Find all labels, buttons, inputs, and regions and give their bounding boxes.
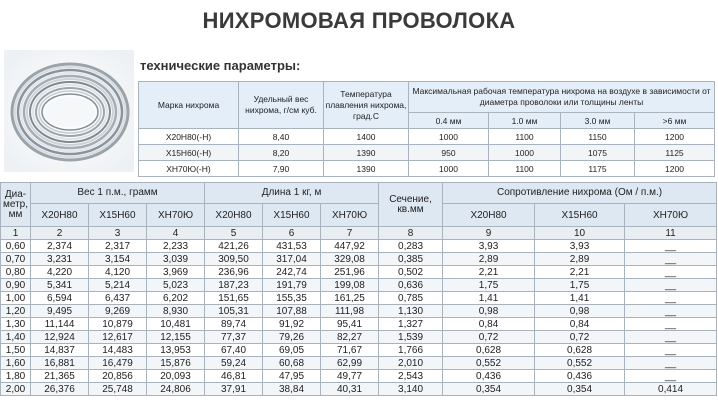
value-cell: 2,233	[147, 240, 205, 253]
col-weight-header: Удельный вес нихрома, г/см куб.	[239, 82, 324, 129]
value-cell: 191,79	[263, 279, 321, 292]
value-cell: 26,376	[31, 383, 89, 396]
value-cell: 1,766	[379, 344, 443, 357]
weight-cell: 8,20	[239, 145, 324, 161]
diameter-cell: 0,90	[1, 279, 31, 292]
temp-cell: 1125	[635, 145, 715, 161]
value-cell: __	[625, 357, 717, 370]
value-cell: 16,479	[89, 357, 147, 370]
value-cell: 9,495	[31, 305, 89, 318]
value-cell: 6,202	[147, 292, 205, 305]
value-cell: 3,154	[89, 253, 147, 266]
diameter-cell: 1,00	[1, 292, 31, 305]
value-cell: 21,365	[31, 370, 89, 383]
table-row	[1, 253, 717, 266]
table-row	[1, 279, 717, 292]
tech-row	[139, 129, 715, 145]
column-number-cell: 10	[535, 227, 625, 240]
value-cell: 431,53	[263, 240, 321, 253]
value-cell: 4,120	[89, 266, 147, 279]
col-max-temp-header: Максимальная рабочая температура нихрома на воздухе в зависимости от диаметра проволоки или толщины ленты	[409, 82, 715, 113]
section-header: Сечение, кв.мм	[379, 183, 443, 227]
table-row	[1, 383, 717, 396]
value-cell: __	[625, 318, 717, 331]
diameter-cell: 0,60	[1, 240, 31, 253]
diameter-cell: 0,80	[1, 266, 31, 279]
value-cell: 2,543	[379, 370, 443, 383]
table-row	[1, 318, 717, 331]
alloy-header: Х15Н60	[535, 204, 625, 227]
table-row	[1, 370, 717, 383]
table-row	[1, 331, 717, 344]
value-cell: 10,481	[147, 318, 205, 331]
value-cell: __	[625, 344, 717, 357]
value-cell: 0,84	[535, 318, 625, 331]
column-number-cell: 5	[205, 227, 263, 240]
brand-cell: Х20Н80(-Н)	[139, 129, 239, 145]
value-cell: 5,214	[89, 279, 147, 292]
temp-cell: 1075	[561, 145, 635, 161]
value-cell: 62,99	[321, 357, 379, 370]
brand-cell: ХН70Ю(-Н)	[139, 161, 239, 177]
temp-cell: 1100	[489, 129, 561, 145]
value-cell: __	[625, 292, 717, 305]
value-cell: 59,24	[205, 357, 263, 370]
alloy-header: Х20Н80	[205, 204, 263, 227]
value-cell: 329,08	[321, 253, 379, 266]
value-cell: 14,837	[31, 344, 89, 357]
value-cell: 12,617	[89, 331, 147, 344]
value-cell: 9,269	[89, 305, 147, 318]
value-cell: 3,93	[535, 240, 625, 253]
column-number-cell: 3	[89, 227, 147, 240]
value-cell: 11,144	[31, 318, 89, 331]
column-number-cell: 4	[147, 227, 205, 240]
value-cell: 0,354	[535, 383, 625, 396]
value-cell: 0,552	[443, 357, 535, 370]
alloy-header: Х15Н60	[89, 204, 147, 227]
size-header: 3.0 мм	[561, 113, 635, 129]
value-cell: 20,093	[147, 370, 205, 383]
value-cell: 6,437	[89, 292, 147, 305]
tech-row	[139, 145, 715, 161]
value-cell: 0,84	[443, 318, 535, 331]
value-cell: 0,628	[535, 344, 625, 357]
alloy-header: Х20Н80	[31, 204, 89, 227]
value-cell: 0,636	[379, 279, 443, 292]
value-cell: 251,96	[321, 266, 379, 279]
value-cell: 1,75	[443, 279, 535, 292]
value-cell: 2,374	[31, 240, 89, 253]
diameter-cell: 1,60	[1, 357, 31, 370]
value-cell: 0,72	[535, 331, 625, 344]
value-cell: 0,385	[379, 253, 443, 266]
value-cell: 16,881	[31, 357, 89, 370]
column-number-cell: 1	[1, 227, 31, 240]
table-row	[1, 357, 717, 370]
value-cell: 67,40	[205, 344, 263, 357]
value-cell: 2,89	[443, 253, 535, 266]
value-cell: 107,88	[263, 305, 321, 318]
table-row	[1, 344, 717, 357]
value-cell: 0,436	[535, 370, 625, 383]
alloy-header: Х15Н60	[263, 204, 321, 227]
value-cell: 6,594	[31, 292, 89, 305]
value-cell: __	[625, 240, 717, 253]
melt-cell: 1390	[324, 161, 409, 177]
temp-cell: 1000	[409, 161, 489, 177]
value-cell: 151,65	[205, 292, 263, 305]
value-cell: 3,969	[147, 266, 205, 279]
value-cell: 77,37	[205, 331, 263, 344]
value-cell: 1,41	[535, 292, 625, 305]
diameter-cell: 0,70	[1, 253, 31, 266]
value-cell: 1,75	[535, 279, 625, 292]
value-cell: 37,91	[205, 383, 263, 396]
value-cell: 12,924	[31, 331, 89, 344]
value-cell: 1,539	[379, 331, 443, 344]
value-cell: 1,130	[379, 305, 443, 318]
value-cell: 3,231	[31, 253, 89, 266]
col-melting-header: Температура плавления нихрома, град.С	[324, 82, 409, 129]
value-cell: 0,502	[379, 266, 443, 279]
weight-group-header: Вес 1 п.м., грамм	[31, 183, 205, 204]
value-cell: 199,08	[321, 279, 379, 292]
value-cell: 89,74	[205, 318, 263, 331]
table-row	[1, 292, 717, 305]
value-cell: 0,436	[443, 370, 535, 383]
value-cell: 60,68	[263, 357, 321, 370]
value-cell: 15,876	[147, 357, 205, 370]
value-cell: __	[625, 279, 717, 292]
value-cell: __	[625, 253, 717, 266]
value-cell: 236,96	[205, 266, 263, 279]
value-cell: 8,930	[147, 305, 205, 318]
diameter-cell: 1,30	[1, 318, 31, 331]
nichrome-wire-coil-image	[4, 50, 134, 172]
value-cell: 0,552	[535, 357, 625, 370]
value-cell: 49,77	[321, 370, 379, 383]
weight-cell: 7,90	[239, 161, 324, 177]
tech-params-heading: технические параметры:	[140, 58, 301, 73]
diameter-cell: 1,40	[1, 331, 31, 344]
value-cell: 13,953	[147, 344, 205, 357]
tech-row	[139, 161, 715, 177]
diameter-header: Диа-метр, мм	[1, 183, 31, 227]
column-number-cell: 9	[443, 227, 535, 240]
value-cell: 161,25	[321, 292, 379, 305]
alloy-header: ХН70Ю	[147, 204, 205, 227]
temp-cell: 1175	[561, 161, 635, 177]
value-cell: 20,856	[89, 370, 147, 383]
value-cell: 10,879	[89, 318, 147, 331]
value-cell: 187,23	[205, 279, 263, 292]
diameter-cell: 1,50	[1, 344, 31, 357]
value-cell: 309,50	[205, 253, 263, 266]
resistance-group-header: Сопротивление нихрома (Ом / п.м.)	[443, 183, 717, 204]
value-cell: __	[625, 331, 717, 344]
value-cell: 69,05	[263, 344, 321, 357]
value-cell: 105,31	[205, 305, 263, 318]
value-cell: 82,27	[321, 331, 379, 344]
value-cell: 46,81	[205, 370, 263, 383]
value-cell: 40,31	[321, 383, 379, 396]
alloy-header: Х20Н80	[443, 204, 535, 227]
wire-specs-table	[0, 182, 717, 396]
value-cell: 0,414	[625, 383, 717, 396]
column-number-cell: 2	[31, 227, 89, 240]
value-cell: __	[625, 370, 717, 383]
value-cell: 421,26	[205, 240, 263, 253]
length-group-header: Длина 1 кг, м	[205, 183, 379, 204]
value-cell: 2,317	[89, 240, 147, 253]
value-cell: 447,92	[321, 240, 379, 253]
temp-cell: 1000	[489, 145, 561, 161]
value-cell: 0,628	[443, 344, 535, 357]
melt-cell: 1400	[324, 129, 409, 145]
weight-cell: 8,40	[239, 129, 324, 145]
page-title: НИХРОМОВАЯ ПРОВОЛОКА	[202, 8, 516, 33]
value-cell: __	[625, 305, 717, 318]
alloy-header: ХН70Ю	[321, 204, 379, 227]
value-cell: 0,98	[535, 305, 625, 318]
table-row	[1, 240, 717, 253]
column-number-cell: 11	[625, 227, 717, 240]
value-cell: 1,41	[443, 292, 535, 305]
value-cell: 3,039	[147, 253, 205, 266]
table-row	[1, 305, 717, 318]
col-brand-header: Марка нихрома	[139, 82, 239, 129]
temp-cell: 1200	[635, 161, 715, 177]
value-cell: 0,98	[443, 305, 535, 318]
value-cell: 25,748	[89, 383, 147, 396]
value-cell: 79,26	[263, 331, 321, 344]
value-cell: 14,483	[89, 344, 147, 357]
column-number-row	[1, 227, 717, 240]
column-number-cell: 8	[379, 227, 443, 240]
size-header: >6 мм	[635, 113, 715, 129]
melt-cell: 1390	[324, 145, 409, 161]
value-cell: 3,140	[379, 383, 443, 396]
value-cell: 2,21	[443, 266, 535, 279]
value-cell: 5,023	[147, 279, 205, 292]
temp-cell: 1150	[561, 129, 635, 145]
value-cell: 95,41	[321, 318, 379, 331]
table-row	[1, 266, 717, 279]
alloy-header: ХН70Ю	[625, 204, 717, 227]
size-header: 0.4 мм	[409, 113, 489, 129]
value-cell: 47,95	[263, 370, 321, 383]
value-cell: 4,220	[31, 266, 89, 279]
value-cell: 24,806	[147, 383, 205, 396]
size-header: 1.0 мм	[489, 113, 561, 129]
value-cell: 91,92	[263, 318, 321, 331]
value-cell: 3,93	[443, 240, 535, 253]
temp-cell: 1000	[409, 129, 489, 145]
brand-cell: Х15Н60(-Н)	[139, 145, 239, 161]
value-cell: 0,354	[443, 383, 535, 396]
value-cell: 2,21	[535, 266, 625, 279]
value-cell: 2,010	[379, 357, 443, 370]
column-number-cell: 6	[263, 227, 321, 240]
value-cell: 12,155	[147, 331, 205, 344]
temp-cell: 1100	[489, 161, 561, 177]
value-cell: 242,74	[263, 266, 321, 279]
value-cell: 155,35	[263, 292, 321, 305]
temp-cell: 950	[409, 145, 489, 161]
tech-params-table	[138, 81, 715, 177]
value-cell: 111,98	[321, 305, 379, 318]
value-cell: 0,283	[379, 240, 443, 253]
value-cell: __	[625, 266, 717, 279]
value-cell: 38,84	[263, 383, 321, 396]
diameter-cell: 1,80	[1, 370, 31, 383]
value-cell: 1,327	[379, 318, 443, 331]
temp-cell: 1200	[635, 129, 715, 145]
value-cell: 5,341	[31, 279, 89, 292]
value-cell: 71,67	[321, 344, 379, 357]
value-cell: 2,89	[535, 253, 625, 266]
diameter-cell: 2,00	[1, 383, 31, 396]
value-cell: 0,72	[443, 331, 535, 344]
column-number-cell: 7	[321, 227, 379, 240]
diameter-cell: 1,20	[1, 305, 31, 318]
value-cell: 0,785	[379, 292, 443, 305]
value-cell: 317,04	[263, 253, 321, 266]
